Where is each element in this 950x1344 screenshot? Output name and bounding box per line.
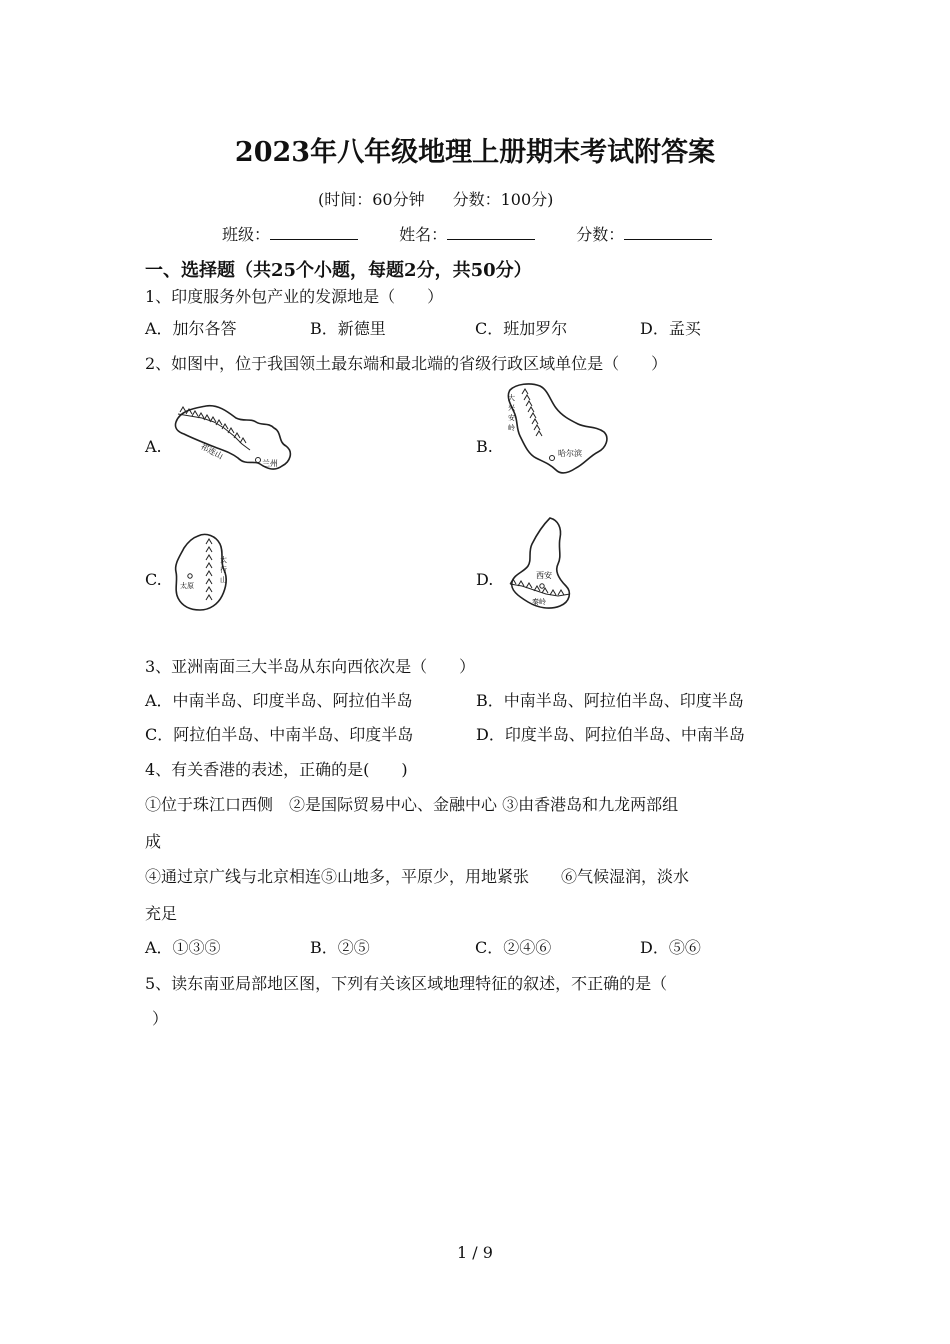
name-field — [399, 222, 535, 245]
class-blank[interactable] — [270, 225, 358, 240]
question-3-option-a: A．中南半岛、印度半岛、阿拉伯半岛 — [145, 691, 413, 710]
question-1-option-d: D．孟买 — [640, 319, 701, 338]
map-c-mountain-label-2: 行 — [220, 566, 227, 574]
score-field — [576, 222, 712, 245]
map-c-city-label: 太原 — [180, 582, 194, 590]
question-2-label-c: C. — [145, 570, 162, 589]
score-blank[interactable] — [624, 225, 712, 240]
section-heading: 一、选择题（共25个小题，每题2分，共50分） — [145, 260, 532, 281]
student-info-row — [222, 222, 748, 245]
map-d-shaanxi — [502, 514, 582, 614]
class-label: 班级： — [222, 225, 271, 244]
question-5-stem-continued: ） — [152, 1009, 169, 1028]
score-label: 分数： — [576, 225, 625, 244]
map-b-mountain-label-4: 岭 — [508, 424, 515, 432]
question-4-statement-line-3: ④通过京广线与北京相连⑤山地多，平原少，用地紧张 ⑥气候湿润，淡水 — [145, 867, 690, 886]
map-c-shanxi — [168, 530, 248, 614]
map-b-city-label: 哈尔滨 — [558, 449, 582, 458]
exam-total-score: 分数：100分) — [452, 190, 554, 209]
question-4-statement-line-4: 充足 — [145, 904, 178, 923]
map-d-city-label: 西安 — [536, 571, 552, 580]
map-d-mountain-label: 秦岭 — [532, 598, 546, 606]
map-c-mountain-label-1: 太 — [220, 556, 227, 564]
map-c-city-dot — [188, 574, 192, 578]
question-4-option-d: D．⑤⑥ — [640, 938, 701, 957]
question-5-stem: 5、读东南亚局部地区图，下列有关该区域地理特征的叙述，不正确的是（ — [145, 974, 668, 993]
question-2-label-b: B. — [476, 437, 493, 456]
exam-meta — [318, 187, 581, 210]
map-a-city-dot — [256, 458, 261, 463]
question-2-stem: 2、如图中，位于我国领土最东端和最北端的省级行政区域单位是（ ） — [145, 354, 668, 373]
map-a-mountain-label: 祁连山 — [199, 441, 225, 462]
question-2-label-d: D. — [476, 570, 494, 589]
question-4-option-b: B．②⑤ — [310, 938, 370, 957]
question-4-option-a: A．①③⑤ — [145, 938, 221, 957]
map-d-city-dot — [540, 584, 544, 588]
question-1-option-b: B．新德里 — [310, 319, 386, 338]
page-title: 2023年八年级地理上册期末考试附答案 — [234, 137, 716, 168]
question-3-option-d: D．印度半岛、阿拉伯半岛、中南半岛 — [476, 725, 745, 744]
question-4-stem: 4、有关香港的表述，正确的是( ) — [145, 760, 408, 779]
map-b-heilongjiang — [500, 380, 612, 480]
class-field — [222, 222, 358, 245]
question-1-stem: 1、印度服务外包产业的发源地是（ ） — [145, 287, 444, 306]
question-2-label-a: A. — [145, 437, 162, 456]
map-a-gansu — [170, 392, 298, 478]
map-b-mountain-label-2: 兴 — [508, 404, 515, 412]
map-b-mountain-label-3: 安 — [508, 414, 515, 422]
page-number: 1 / 9 — [457, 1243, 493, 1262]
question-3-option-c: C．阿拉伯半岛、中南半岛、印度半岛 — [145, 725, 414, 744]
question-1-option-c: C．班加罗尔 — [475, 319, 568, 338]
name-blank[interactable] — [447, 225, 535, 240]
question-1-option-a: A．加尔各答 — [145, 319, 237, 338]
question-3-stem: 3、亚洲南面三大半岛从东向西依次是（ ） — [145, 657, 476, 676]
exam-time: (时间：60分钟 — [318, 190, 425, 209]
map-b-mountain-label-1: 大 — [508, 394, 515, 402]
question-4-statement-line-1: ①位于珠江口西侧 ②是国际贸易中心、金融中心 ③由香港岛和九龙两部组 — [145, 795, 679, 814]
question-3-option-b: B．中南半岛、阿拉伯半岛、印度半岛 — [476, 691, 744, 710]
map-a-city-label: 兰州 — [262, 459, 278, 468]
map-c-mountain-label-3: 山 — [220, 576, 227, 584]
question-4-option-c: C．②④⑥ — [475, 938, 552, 957]
map-b-city-dot — [550, 456, 555, 461]
name-label: 姓名： — [399, 225, 448, 244]
question-4-statement-line-2: 成 — [145, 832, 162, 851]
